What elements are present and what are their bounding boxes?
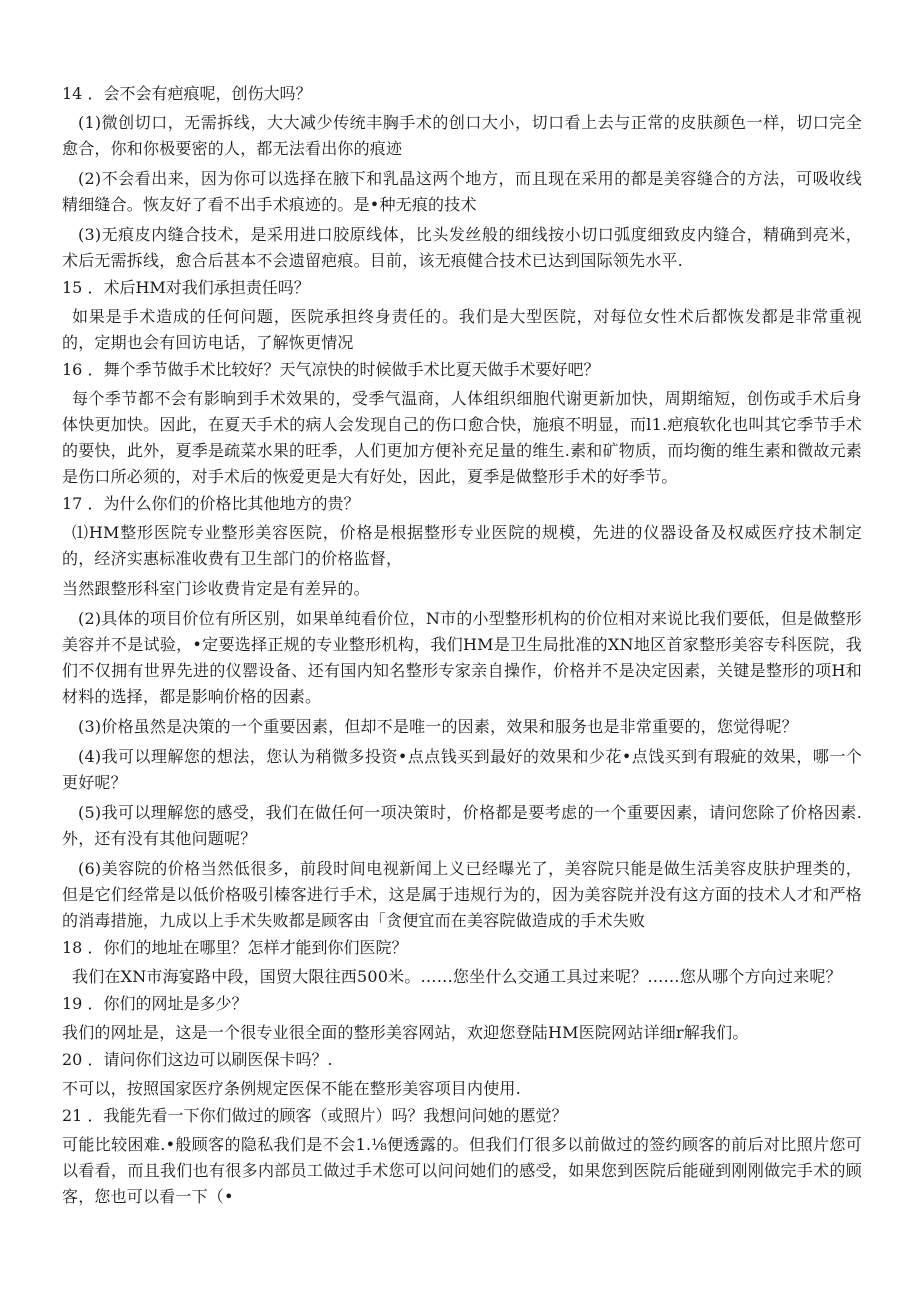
answer-paragraph: 不可以，按照国家医疗条例规定医保不能在整形美容项目内使用. (62, 1079, 521, 1098)
question-heading: 21 ．我能先看一下你们做过的顾客（或照片）吗？我想问问她的慝觉？ (62, 1106, 568, 1125)
answer-paragraph: (2)具体的项目价位有所区别，如果单纯看价位，N市的小型整形机构的价位相对来说比我们要低，但是做整形美容并不是试验，•定要选择正规的专业整形机构，我们HM是卫生局批准的XN地区首家整形美容专科医院，我们不仅拥有世界先进的仪罂设备、还有国内知名整形专家亲自操作，价格并不是决定因素，关键是整形的项H和材料的选择，都是影响价格的因素。 (62, 609, 862, 706)
question-heading: 15 ．术后HM对我们承担责任吗？ (62, 278, 310, 297)
answer-paragraph: (1)微创切口，无需拆线，大大减少传统丰胸手术的创口大小，切口看上去与正常的皮肤颜色一样，切口完全愈合，你和你极要密的人，都无法看出你的痕迹 (62, 113, 862, 158)
question-heading: 18 ．你们的地址在哪里？怎样才能到你们医院？ (62, 938, 408, 957)
answer-paragraph: (3)无痕皮内缝合技术，是采用进口胶原线体，比头发丝般的细线按小切口弧度细致皮内缝合，精确到亮米，术后无需拆线，愈合后甚本不会遗留疤痕。目前，该无痕健合技术已达到国际领先水平. (62, 225, 862, 270)
answer-paragraph: 当然跟整形科室门诊收费肯定是有差异的。 (62, 579, 370, 598)
answer-paragraph: ⑴HM整形医院专业整形美容医院，价格是根据整形专业医院的规模，先进的仪器设备及权威医疗技术制定的，经济实惠标准收费有卫生部门的价格监督， (62, 523, 862, 568)
document-body (62, 84, 862, 1214)
answer-paragraph: (3)价格虽然是决策的一个重要因素，但却不是唯一的因素，效果和服务也是非常重要的，您觉得呢？ (78, 717, 798, 736)
question-heading: 17 ．为什么你们的价格比其他地方的贵？ (62, 494, 360, 513)
answer-paragraph: 可能比较困难.•般顾客的隐私我们是不会1.⅛便透露的。但我们仃很多以前做过的签约顾客的前后对比照片您可以看看，而且我们也有很多内部员工做过手术您可以问问她们的感受，如果您到医院后能碰到刚刚做完手术的顾客，您也可以看一下（• (62, 1135, 862, 1206)
answer-paragraph: 我们的网址是，这是一个很专业很全面的整形美容网站，欢迎您登陆HM医院网站详细r解我们。 (62, 1023, 749, 1042)
question-heading: 20 ．请问你们这边可以刷医保卡吗？. (62, 1050, 333, 1069)
answer-paragraph: 我们在XN市海宴路中段，国贸大限往西500米。……您坐什么交通工具过来呢？……您从哪个方向过来呢？ (72, 967, 842, 986)
question-heading: 19 ．你们的网址是多少？ (62, 994, 248, 1013)
answer-paragraph: (4)我可以理解您的想法，您认为稍微多投资•点点钱买到最好的效果和少花•点饯买到有瑕疵的效果，哪一个更好呢？ (62, 747, 862, 792)
answer-paragraph: 如果是手术造成的任何问题，医院承担终身责任的。我们是大型医院，对每位女性术后都恢发都是非常重视的，定期也会有回访电话，了解恢更情况 (62, 307, 862, 352)
answer-paragraph: (5)我可以理解您的感受，我们在做任何一项决策时，价格都是要考虑的一个重要因素，请问您除了价格因素.外，还有没有其他问题呢？ (62, 803, 862, 848)
question-heading: 14 ．会不会有疤痕呢，创伤大吗？ (62, 84, 312, 103)
answer-paragraph: (2)不会看出来，因为你可以选择在腋下和乳晶这两个地方，而且现在采用的都是美容缝合的方法，可吸收线精细缝合。恢友好了看不出手术痕迹的。是•种无痕的技术 (62, 169, 862, 214)
answer-paragraph: (6)美容院的价格当然低很多，前段时间电视新闻上义已经曝光了，美容院只能是做生活美容皮肤护理类的，但是它们经常是以低价格吸引榛客进行手术，这是属于违规行为的，因为美容院并没有这方面的技术人才和严格的消毒措施，九成以上手术失败都是顾客由「贪便宜而在美容院做造成的手术失败 (62, 859, 862, 930)
answer-paragraph: 每个季节都不会有影晌到手术效果的，受季气温商，人体组织细胞代谢更新加快，周期缩短，创伤或手术后身体快更加快。因此，在夏天手术的病人会发现自己的伤口愈合快，施痕不明显，而l1.疤痕软化也叫其它季节手术的要快，此外，夏季是疏菜水果的旺季，人们更加方便补充足量的维生.素和矿物质，而均衡的维生素和微故元素是伤口所必须的，对手术后的恢爱更是大有好处，因此，夏季是做整形手术的好季节。 (62, 389, 862, 486)
question-heading: 16 ．舞个季节做手术比较好？天气凉快的时候做手术比夏天做手术要好吧？ (62, 360, 600, 379)
